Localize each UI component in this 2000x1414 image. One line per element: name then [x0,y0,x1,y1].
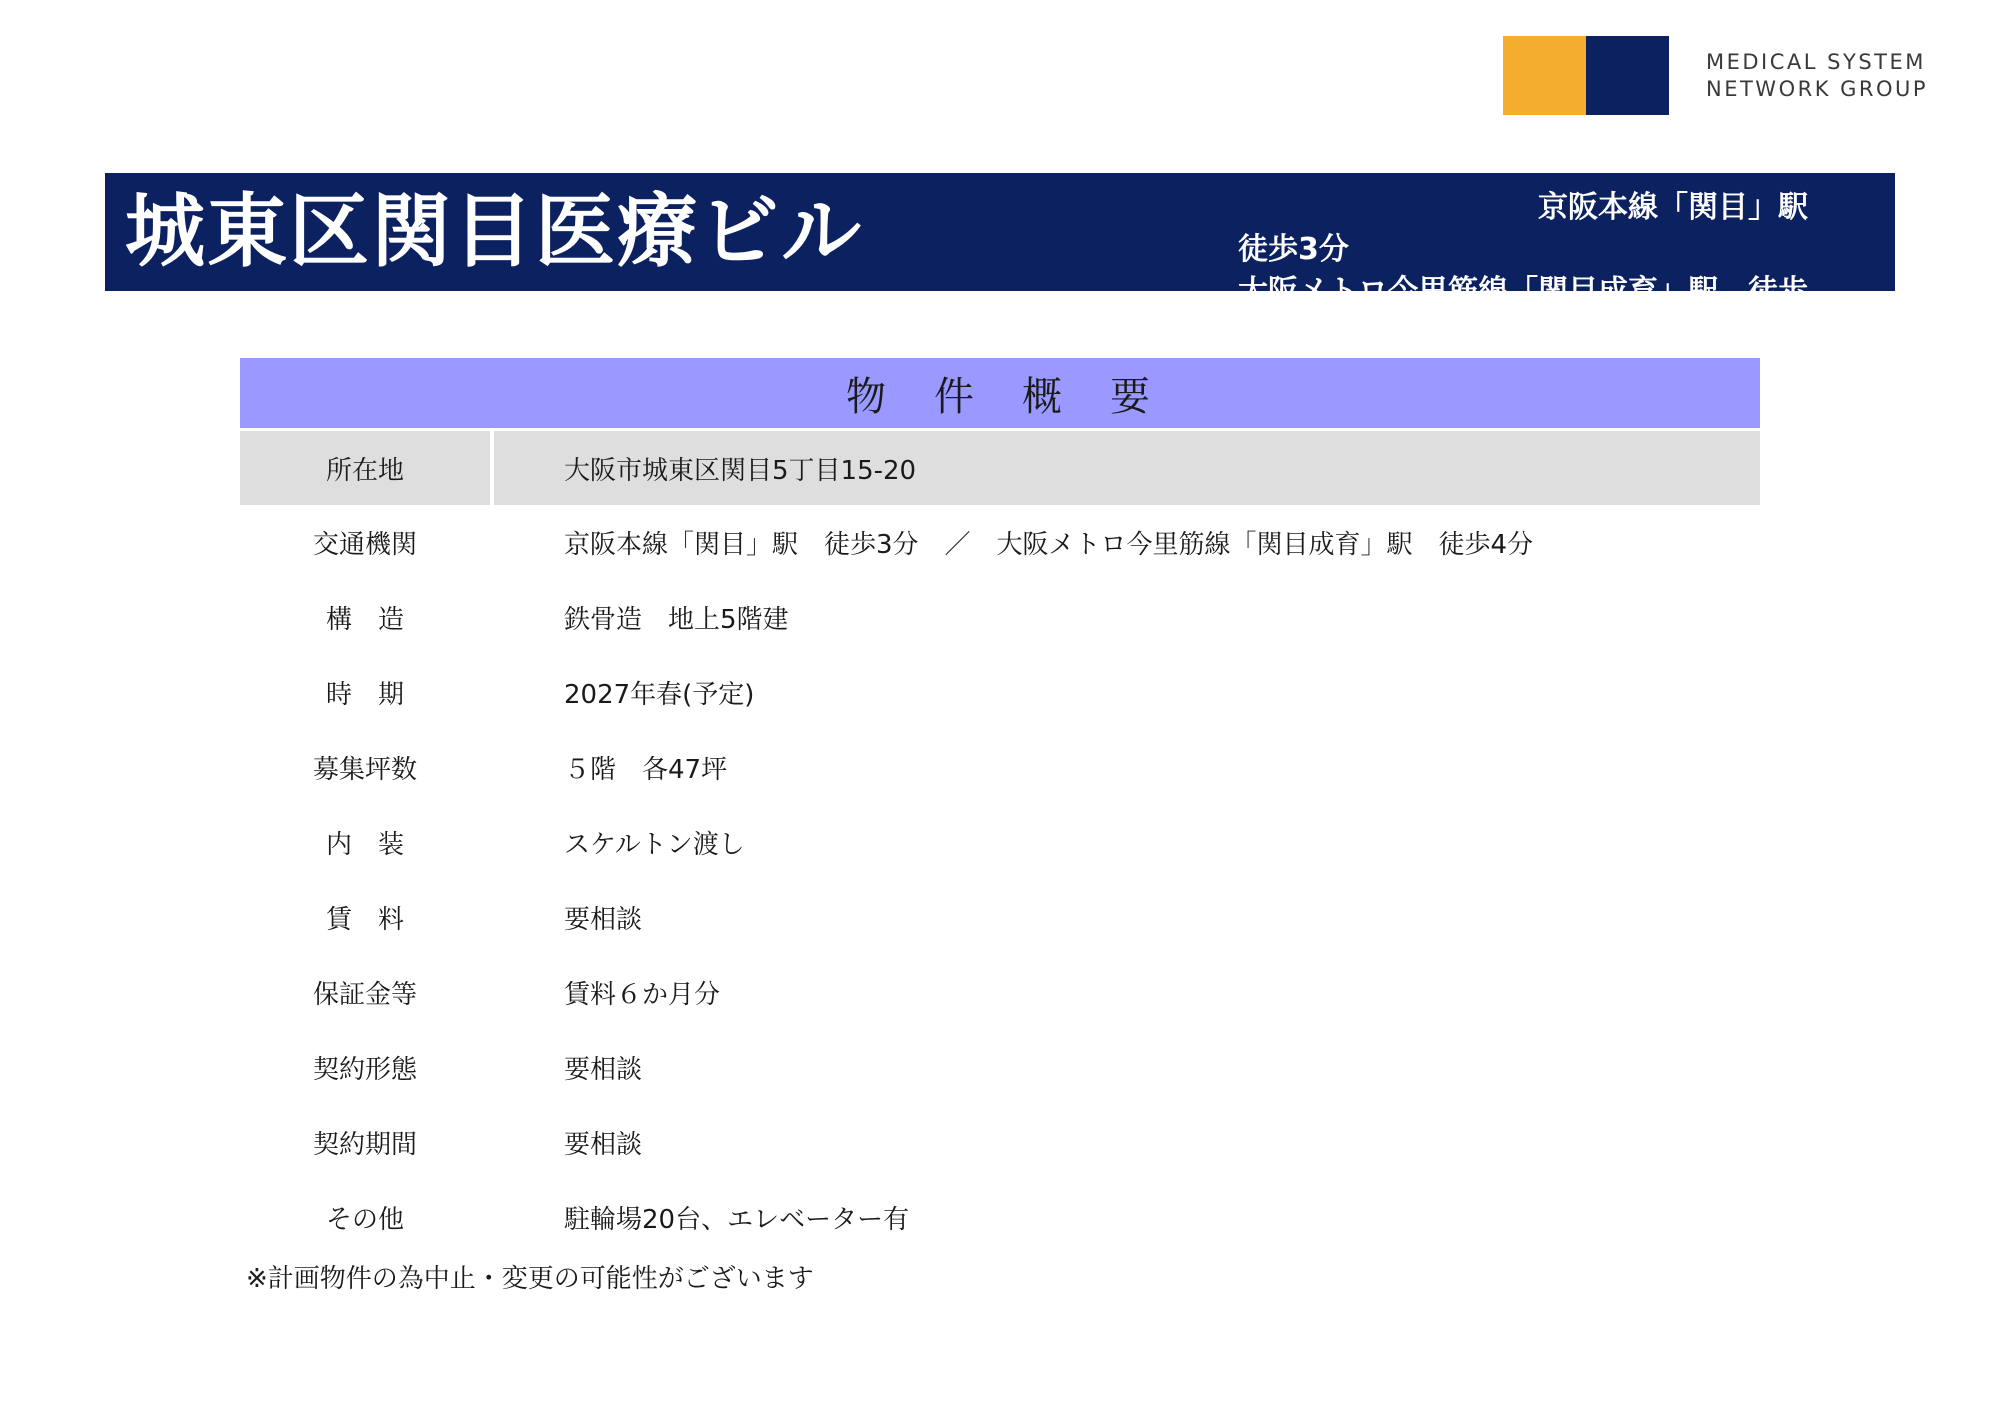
banner-access-line3: 大阪メトロ今里筋線「関目成育」駅 徒歩 [1238,274,1808,309]
table-row [240,880,1760,955]
row-value: 大阪市城東区関目5丁目15-20 [564,455,917,486]
row-label: 交通機関 [312,530,417,560]
building-title: 城東区関目医療ビル [125,185,863,278]
row-value: 要相談 [564,1130,643,1160]
row-value: 駐輪場20台、エレベーター有 [564,1205,910,1235]
row-label: 募集坪数 [312,755,417,785]
row-label: 時 期 [325,680,404,710]
table-row [240,1180,1760,1255]
row-label: 賃 料 [325,905,404,935]
logo-orange-square [1503,36,1586,115]
logo-text-line2: NETWORK GROUP [1706,77,1929,101]
property-summary-header: 物 件 概 要 [240,358,1760,428]
row-value: 賃料６か月分 [564,980,721,1010]
table-row [240,805,1760,880]
disclaimer-note: ※計画物件の為中止・変更の可能性がございます [246,1264,814,1294]
row-value: スケルトン渡し [564,830,745,860]
row-value: 要相談 [564,1055,643,1085]
row-label: 保証金等 [312,980,417,1010]
company-logo-mark [1503,36,1669,115]
table-row [240,730,1760,805]
row-label: 内 装 [325,830,404,860]
column-divider [490,431,494,505]
company-logo-text [1706,49,1928,103]
row-value: ５階 各47坪 [564,755,728,785]
row-value: 要相談 [564,905,643,935]
row-value: 鉄骨造 地上5階建 [564,605,789,635]
table-row [240,1030,1760,1105]
property-summary-table [240,431,1760,1255]
row-value: 2027年春(予定) [564,680,755,710]
table-row [240,431,1760,505]
banner-access-line2: 徒歩3分 [1238,232,1349,267]
table-row [240,505,1760,580]
table-row [240,580,1760,655]
row-label: 契約形態 [312,1055,417,1085]
logo-navy-square [1586,36,1669,115]
row-label: 所在地 [325,455,404,486]
banner-access-line1: 京阪本線「関目」駅 [1538,190,1808,225]
table-row [240,955,1760,1030]
row-label: その他 [325,1205,404,1235]
table-row [240,655,1760,730]
logo-text-line1: MEDICAL SYSTEM [1706,50,1926,74]
row-value: 京阪本線「関目」駅 徒歩3分 ／ 大阪メトロ今里筋線「関目成育」駅 徒歩4分 [564,530,1534,560]
row-label: 契約期間 [312,1130,417,1160]
row-label: 構 造 [325,605,404,635]
title-banner [105,173,1895,309]
table-row [240,1105,1760,1180]
banner-access-info [1238,187,1938,313]
